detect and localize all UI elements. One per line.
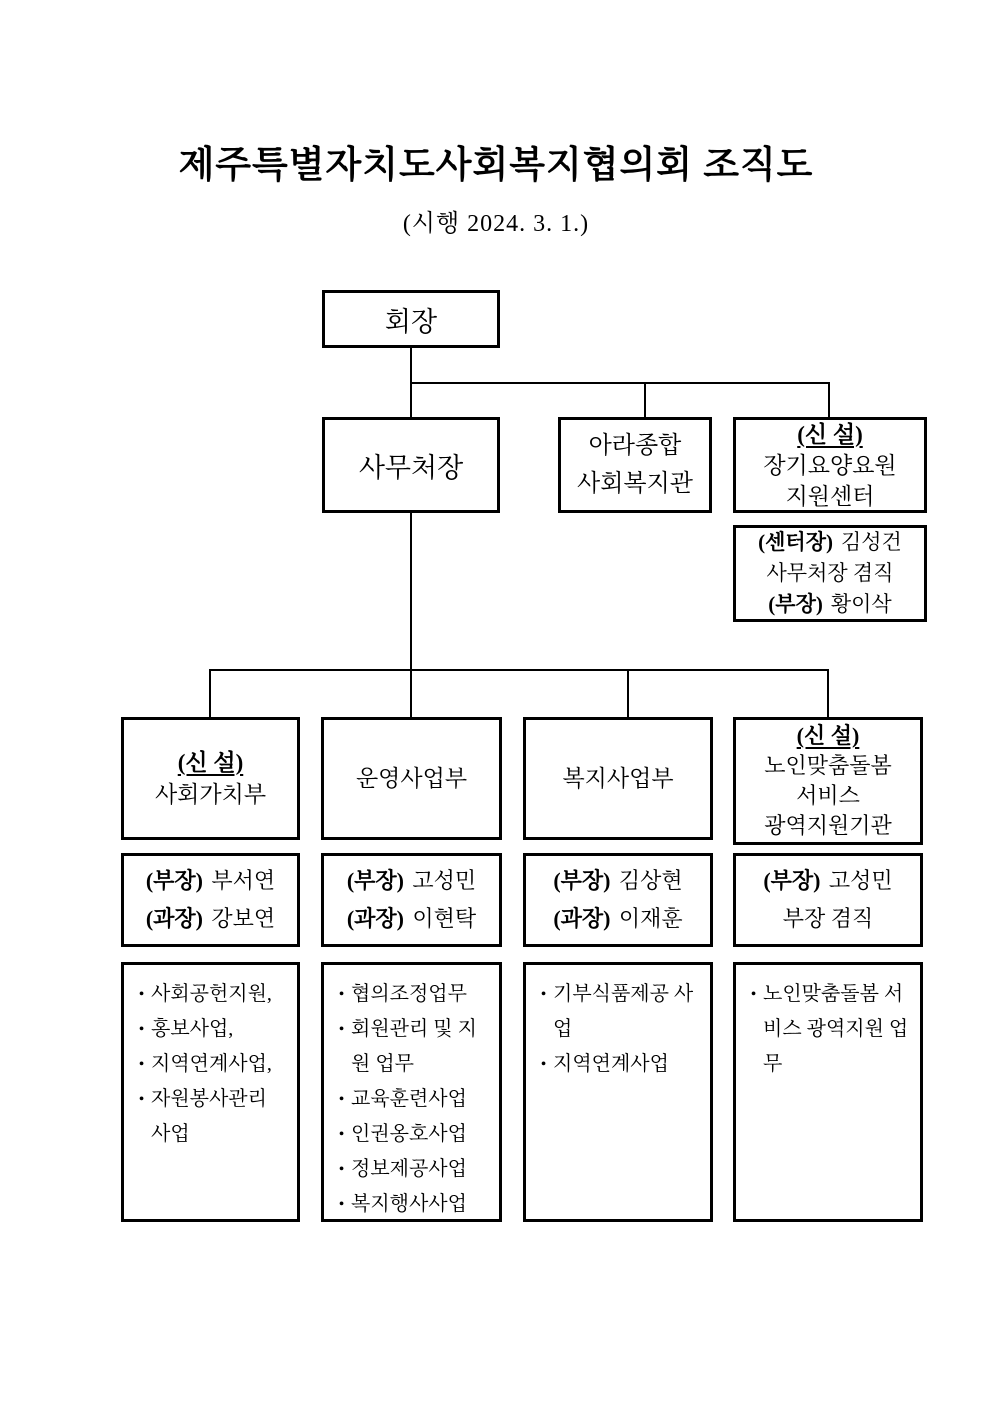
bullet-icon: • (338, 1021, 345, 1038)
staff-role: (부장) (145, 868, 204, 893)
task-item (332, 977, 493, 1012)
staff-name: 김성건 (840, 530, 902, 554)
staff-name: 이재훈 (618, 906, 683, 931)
dept-title: 사회가치부 (154, 781, 267, 807)
task-item (534, 977, 704, 1047)
connector-drop-dept4 (827, 669, 829, 717)
task-text: 지역연계사업 (553, 1053, 669, 1075)
dept-title: 복지사업부 (562, 765, 674, 791)
staff-role: (부장) (768, 592, 823, 616)
effective-date: (시행 2024. 3. 1.) (402, 211, 590, 237)
staff-role: (부장) (763, 868, 821, 893)
node-chairman-label: 회장 (384, 306, 438, 337)
task-item (132, 1012, 291, 1047)
task-item (744, 977, 914, 1082)
task-item (132, 1047, 291, 1082)
staff-name: 이현탁 (412, 906, 477, 931)
task-item (534, 1047, 704, 1082)
staff-name: 고성민 (412, 868, 477, 893)
bullet-icon: • (540, 1056, 547, 1073)
staff-line (347, 900, 476, 938)
staff-line (783, 900, 874, 938)
task-text: 교육훈련사업 (351, 1088, 467, 1110)
staff-line (347, 862, 476, 900)
bullet-icon: • (338, 1196, 345, 1213)
bullet-icon: • (338, 986, 345, 1003)
staff-name: 부서연 (211, 868, 276, 893)
bullet-icon: • (138, 1056, 145, 1073)
staff-role: (부장) (346, 868, 405, 893)
task-item (332, 1082, 493, 1117)
staff-role: (센터장) (758, 530, 834, 554)
dept-social-value (121, 717, 300, 840)
bullet-icon: • (338, 1091, 345, 1108)
staff-role: (과장) (145, 906, 204, 931)
staff-name: 고성민 (828, 868, 893, 893)
task-text: 기부식품제공 사업 (553, 983, 694, 1040)
task-text: 자원봉사관리 사업 (151, 1088, 267, 1145)
bullet-icon: • (138, 1021, 145, 1038)
task-text: 인권옹호사업 (351, 1123, 467, 1145)
dept-welfare (523, 717, 713, 840)
tasks-box-welfare (523, 962, 713, 1222)
staff-role: (부장) (553, 868, 611, 893)
tasks-box-social-value (121, 962, 300, 1222)
staff-line (553, 862, 682, 900)
task-item (132, 1082, 291, 1152)
dept-new-tag: (신 설) (177, 749, 244, 775)
bullet-icon: • (750, 986, 757, 1003)
node-secretary-general (322, 417, 500, 513)
task-text: 복지행사사업 (351, 1193, 467, 1215)
dept-title: 노인맞춤돌봄 (764, 753, 892, 778)
connector-dept-horizontal (209, 669, 829, 671)
task-text: 사회공헌지원, (151, 983, 272, 1005)
connector-drop-secretary (410, 382, 412, 417)
connector-row2-horizontal (410, 382, 830, 384)
staff-line (763, 862, 892, 900)
connector-drop-longterm (828, 382, 830, 417)
page-title: 제주특별자치도사회복지협의회 조직도 (178, 145, 814, 186)
staff-line (146, 862, 275, 900)
dept-elderly-care (733, 717, 923, 845)
bullet-icon: • (540, 986, 547, 1003)
bullet-icon: • (338, 1161, 345, 1178)
dept-operations (321, 717, 502, 840)
connector-drop-ara (644, 382, 646, 417)
staff-role: (과장) (346, 906, 405, 931)
dept-title: 서비스 (796, 783, 860, 808)
ara-line-2: 사회복지관 (577, 471, 693, 497)
node-ara-welfare-center (558, 417, 712, 513)
staff-role: (과장) (553, 906, 611, 931)
dept-new-tag: (신 설) (796, 723, 860, 748)
staff-line (767, 558, 894, 589)
staff-line (146, 900, 275, 938)
tasks-box-operations (321, 962, 502, 1222)
dept-title: 광역지원기관 (764, 813, 892, 838)
connector-drop-dept2 (410, 669, 412, 717)
task-text: 회원관리 및 지원 업무 (351, 1018, 477, 1075)
staff-name: 김상현 (618, 868, 683, 893)
staff-box-operations (321, 853, 502, 947)
bullet-icon: • (338, 1126, 345, 1143)
bullet-icon: • (138, 1091, 145, 1108)
staff-line (768, 589, 891, 620)
longterm-new-tag: (신 설) (797, 421, 863, 447)
task-item (332, 1152, 493, 1187)
staff-note: 부장 겸직 (782, 906, 874, 931)
ara-line-1: 아라종합 (588, 433, 682, 459)
staff-name: 황이삭 (830, 592, 892, 616)
node-secretary-general-label: 사무처장 (358, 452, 464, 483)
task-item (332, 1012, 493, 1082)
staff-note: 사무처장 겸직 (766, 561, 894, 585)
staff-line (553, 900, 682, 938)
tasks-box-elderly-care (733, 962, 923, 1222)
connector-drop-dept3 (627, 669, 629, 717)
task-text: 정보제공사업 (351, 1158, 467, 1180)
staff-name: 강보연 (211, 906, 276, 931)
connector-drop-dept1 (209, 669, 211, 717)
connector-secretary-down (410, 513, 412, 669)
dept-title: 운영사업부 (355, 765, 468, 791)
task-text: 지역연계사업, (151, 1053, 272, 1075)
staff-box-welfare (523, 853, 713, 947)
node-longterm-care-center (733, 417, 927, 513)
task-text: 협의조정업무 (351, 983, 467, 1005)
node-chairman (322, 290, 500, 348)
task-text: 노인맞춤돌봄 서비스 광역지원 업무 (763, 983, 909, 1075)
longterm-line-1: 장기요양요원 (763, 452, 897, 478)
staff-line (758, 527, 902, 558)
staff-box-social-value (121, 853, 300, 947)
bullet-icon: • (138, 986, 145, 1003)
task-item (332, 1117, 493, 1152)
task-item (332, 1187, 493, 1222)
task-item (132, 977, 291, 1012)
longterm-line-2: 지원센터 (785, 483, 875, 509)
task-text: 홍보사업, (151, 1018, 234, 1040)
longterm-staff-box (733, 525, 927, 622)
connector-chairman-down (410, 348, 412, 382)
staff-box-elderly-care (733, 853, 923, 947)
